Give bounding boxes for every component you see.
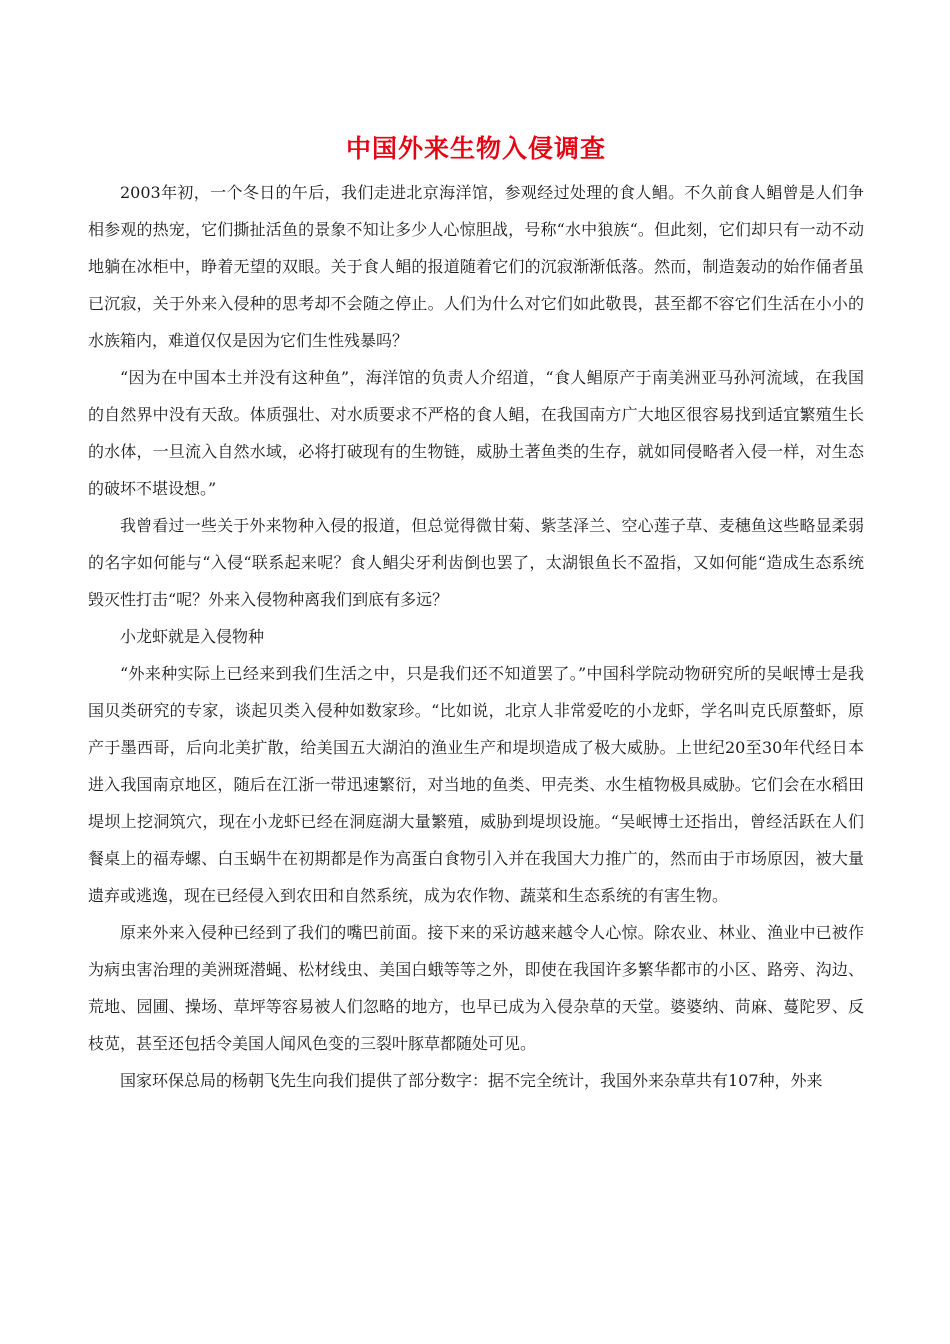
paragraph-expert-interview: “外来种实际上已经来到我们生活之中，只是我们还不知道罢了。”中国科学院动物研究所的吴岷博士是我国贝类研究的专家，谈起贝类入侵种如数家珍。“比如说，北京人非常爱吃的小龙虾，学名叫克氏原螯虾，原产于墨西哥，后向北美扩散，给美国五大湖泊的渔业生产和堤坝造成了极大威胁。上世纪20至30年代经日本进入我国南京地区，随后在江浙一带迅速繁衍，对当地的鱼类、甲壳类、水生植物极具威胁。它们会在水稻田堤坝上挖洞筑穴，现在小龙虾已经在洞庭湖大量繁殖，威胁到堤坝设施。“吴岷博士还指出，曾经活跃在人们餐桌上的福寿螺、白玉蜗牛在初期都是作为高蛋白食物引入并在我国大力推广的，然而由于市场原因，被大量遗弃或逃逸，现在已经侵入到农田和自然系统，成为农作物、蔬菜和生态系统的有害生物。 <box>88 664 864 905</box>
page-title: 中国外来生物入侵调查 <box>345 134 606 163</box>
paragraph-intro: 2003年初，一个冬日的午后，我们走进北京海洋馆，参观经过处理的食人鲳。不久前食人鲳曾是人们争相参观的热宠，它们撕扯活鱼的景象不知让多少人心惊胆战，号称“水中狼族“。但此刻，它们却只有一动不动地躺在冰柜中，睁着无望的双眼。关于食人鲳的报道随着它们的沉寂渐渐低落。然而，制造轰动的始作俑者虽已沉寂，关于外来入侵种的思考却不会随之停止。人们为什么对它们如此敬畏，甚至都不容它们生活在小小的水族箱内，难道仅仅是因为它们生性残暴吗？ <box>88 183 864 350</box>
paragraph-statistics: 国家环保总局的杨朝飞先生向我们提供了部分数字：据不完全统计，我国外来杂草共有107种，外来 <box>120 1071 823 1090</box>
paragraph-aquarium-quote: “因为在中国本土并没有这种鱼”，海洋馆的负责人介绍道，“食人鲳原产于南美洲亚马孙河流域，在我国的自然界中没有天敌。体质强壮、对水质要求不严格的食人鲳，在我国南方广大地区很容易找到适宜繁殖生长的水体，一旦流入自然水域，必将打破现有的生物链，威胁土著鱼类的生存，就如同侵略者入侵一样，对生态的破坏不堪设想。” <box>88 368 864 498</box>
article <box>88 128 864 1099</box>
paragraph-invasion-question: 我曾看过一些关于外来物种入侵的报道，但总觉得微甘菊、紫茎泽兰、空心莲子草、麦穗鱼这些略显柔弱的名字如何能与“入侵“联系起来呢？食人鲳尖牙利齿倒也罢了，太湖银鱼长不盈指，又如何能“造成生态系统毁灭性打击“呢？外来入侵物种离我们到底有多远？ <box>88 516 864 609</box>
paragraph-invasive-weeds: 原来外来入侵种已经到了我们的嘴巴前面。接下来的采访越来越令人心惊。除农业、林业、渔业中已被作为病虫害治理的美洲斑潜蝇、松材线虫、美国白蛾等等之外，即使在我国许多繁华都市的小区、路旁、沟边、荒地、园圃、操场、草坪等容易被人们忽略的地方，也早已成为入侵杂草的天堂。婆婆纳、苘麻、蔓陀罗、反枝苋，甚至还包括令美国人闻风色变的三裂叶豚草都随处可见。 <box>88 923 864 1053</box>
section-heading-crayfish: 小龙虾就是入侵物种 <box>120 627 265 646</box>
